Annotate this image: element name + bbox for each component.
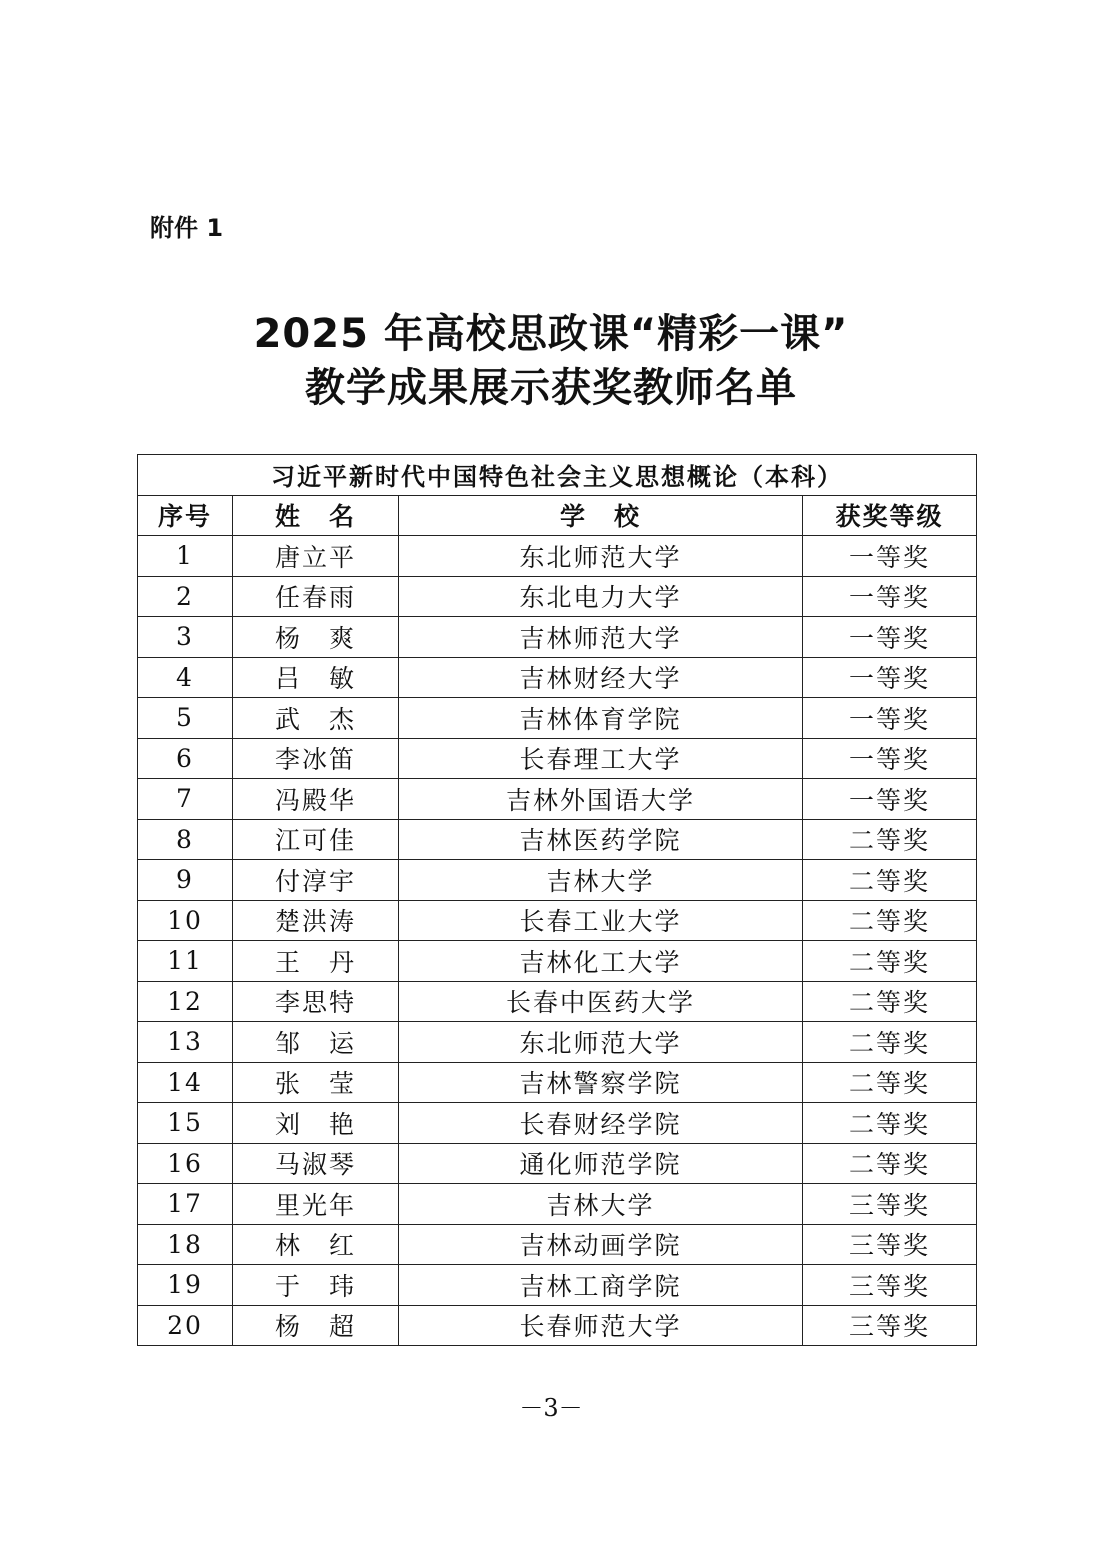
- cell-school: 吉林体育学院: [399, 698, 803, 739]
- document-title-line-1: 2025 年高校思政课“精彩一课”: [253, 311, 849, 357]
- cell-school: 长春财经学院: [399, 1103, 803, 1144]
- page-number: －3－: [519, 1394, 583, 1422]
- table-row: [138, 1022, 977, 1063]
- table-row: [138, 941, 977, 982]
- cell-name: 江可佳: [233, 819, 399, 860]
- table-row: [138, 576, 977, 617]
- column-header-school: 学 校: [399, 495, 803, 536]
- cell-school: 吉林工商学院: [399, 1265, 803, 1306]
- cell-name: 张 莹: [233, 1062, 399, 1103]
- cell-school: 吉林警察学院: [399, 1062, 803, 1103]
- cell-number: 15: [138, 1103, 233, 1144]
- cell-name: 冯殿华: [233, 779, 399, 820]
- cell-number: 10: [138, 900, 233, 941]
- cell-school: 吉林师范大学: [399, 617, 803, 658]
- cell-award: 一等奖: [803, 779, 977, 820]
- cell-school: 长春工业大学: [399, 900, 803, 941]
- cell-name: 李思特: [233, 981, 399, 1022]
- cell-name: 任春雨: [233, 576, 399, 617]
- cell-school: 长春师范大学: [399, 1305, 803, 1346]
- cell-school: 长春理工大学: [399, 738, 803, 779]
- cell-name: 唐立平: [233, 536, 399, 577]
- cell-number: 18: [138, 1224, 233, 1265]
- cell-number: 17: [138, 1184, 233, 1225]
- cell-award: 一等奖: [803, 738, 977, 779]
- cell-award: 二等奖: [803, 981, 977, 1022]
- cell-award: 三等奖: [803, 1305, 977, 1346]
- cell-name: 里光年: [233, 1184, 399, 1225]
- table-row: [138, 657, 977, 698]
- table-row: [138, 1143, 977, 1184]
- table-row: [138, 617, 977, 658]
- table-row: [138, 1305, 977, 1346]
- cell-number: 12: [138, 981, 233, 1022]
- cell-name: 林 红: [233, 1224, 399, 1265]
- table-row: [138, 860, 977, 901]
- cell-award: 二等奖: [803, 900, 977, 941]
- cell-school: 吉林动画学院: [399, 1224, 803, 1265]
- column-header-award: 获奖等级: [803, 495, 977, 536]
- cell-number: 6: [138, 738, 233, 779]
- cell-number: 20: [138, 1305, 233, 1346]
- cell-number: 1: [138, 536, 233, 577]
- cell-award: 二等奖: [803, 819, 977, 860]
- cell-school: 吉林化工大学: [399, 941, 803, 982]
- cell-school: 东北师范大学: [399, 536, 803, 577]
- cell-number: 19: [138, 1265, 233, 1306]
- attachment-label: 附件 1: [150, 214, 224, 242]
- cell-school: 吉林外国语大学: [399, 779, 803, 820]
- table-row: [138, 698, 977, 739]
- cell-name: 杨 爽: [233, 617, 399, 658]
- cell-award: 一等奖: [803, 698, 977, 739]
- table-row: [138, 819, 977, 860]
- table-row: [138, 900, 977, 941]
- column-header-number: 序号: [138, 495, 233, 536]
- cell-number: 16: [138, 1143, 233, 1184]
- cell-name: 王 丹: [233, 941, 399, 982]
- table-row: [138, 1184, 977, 1225]
- cell-award: 一等奖: [803, 536, 977, 577]
- cell-school: 吉林医药学院: [399, 819, 803, 860]
- cell-name: 吕 敏: [233, 657, 399, 698]
- cell-number: 14: [138, 1062, 233, 1103]
- cell-school: 通化师范学院: [399, 1143, 803, 1184]
- table-body: [138, 536, 977, 1346]
- column-header-name: 姓 名: [233, 495, 399, 536]
- cell-award: 二等奖: [803, 941, 977, 982]
- award-table: [137, 454, 977, 1346]
- cell-award: 二等奖: [803, 1143, 977, 1184]
- cell-name: 李冰笛: [233, 738, 399, 779]
- cell-number: 3: [138, 617, 233, 658]
- cell-number: 4: [138, 657, 233, 698]
- table-caption: 习近平新时代中国特色社会主义思想概论（本科）: [138, 455, 977, 496]
- cell-school: 吉林大学: [399, 860, 803, 901]
- table-header-row: [138, 495, 977, 536]
- cell-school: 吉林财经大学: [399, 657, 803, 698]
- cell-name: 楚洪涛: [233, 900, 399, 941]
- cell-number: 11: [138, 941, 233, 982]
- table-caption-row: [138, 455, 977, 496]
- cell-award: 二等奖: [803, 1103, 977, 1144]
- cell-award: 二等奖: [803, 1022, 977, 1063]
- cell-number: 9: [138, 860, 233, 901]
- table-row: [138, 1103, 977, 1144]
- cell-number: 5: [138, 698, 233, 739]
- cell-award: 一等奖: [803, 576, 977, 617]
- document-title-line-2: 教学成果展示获奖教师名单: [305, 365, 797, 411]
- cell-name: 马淑琴: [233, 1143, 399, 1184]
- cell-award: 二等奖: [803, 860, 977, 901]
- cell-award: 二等奖: [803, 1062, 977, 1103]
- table-row: [138, 981, 977, 1022]
- table-row: [138, 779, 977, 820]
- cell-award: 三等奖: [803, 1265, 977, 1306]
- cell-name: 邹 运: [233, 1022, 399, 1063]
- cell-name: 于 玮: [233, 1265, 399, 1306]
- cell-school: 东北师范大学: [399, 1022, 803, 1063]
- cell-school: 东北电力大学: [399, 576, 803, 617]
- table-row: [138, 1062, 977, 1103]
- table-row: [138, 1265, 977, 1306]
- cell-name: 杨 超: [233, 1305, 399, 1346]
- table-row: [138, 1224, 977, 1265]
- table-row: [138, 738, 977, 779]
- cell-award: 三等奖: [803, 1184, 977, 1225]
- cell-number: 8: [138, 819, 233, 860]
- cell-school: 吉林大学: [399, 1184, 803, 1225]
- table-row: [138, 536, 977, 577]
- cell-award: 一等奖: [803, 617, 977, 658]
- cell-award: 三等奖: [803, 1224, 977, 1265]
- cell-award: 一等奖: [803, 657, 977, 698]
- cell-name: 武 杰: [233, 698, 399, 739]
- cell-name: 付淳宇: [233, 860, 399, 901]
- cell-number: 2: [138, 576, 233, 617]
- cell-number: 7: [138, 779, 233, 820]
- cell-school: 长春中医药大学: [399, 981, 803, 1022]
- cell-number: 13: [138, 1022, 233, 1063]
- cell-name: 刘 艳: [233, 1103, 399, 1144]
